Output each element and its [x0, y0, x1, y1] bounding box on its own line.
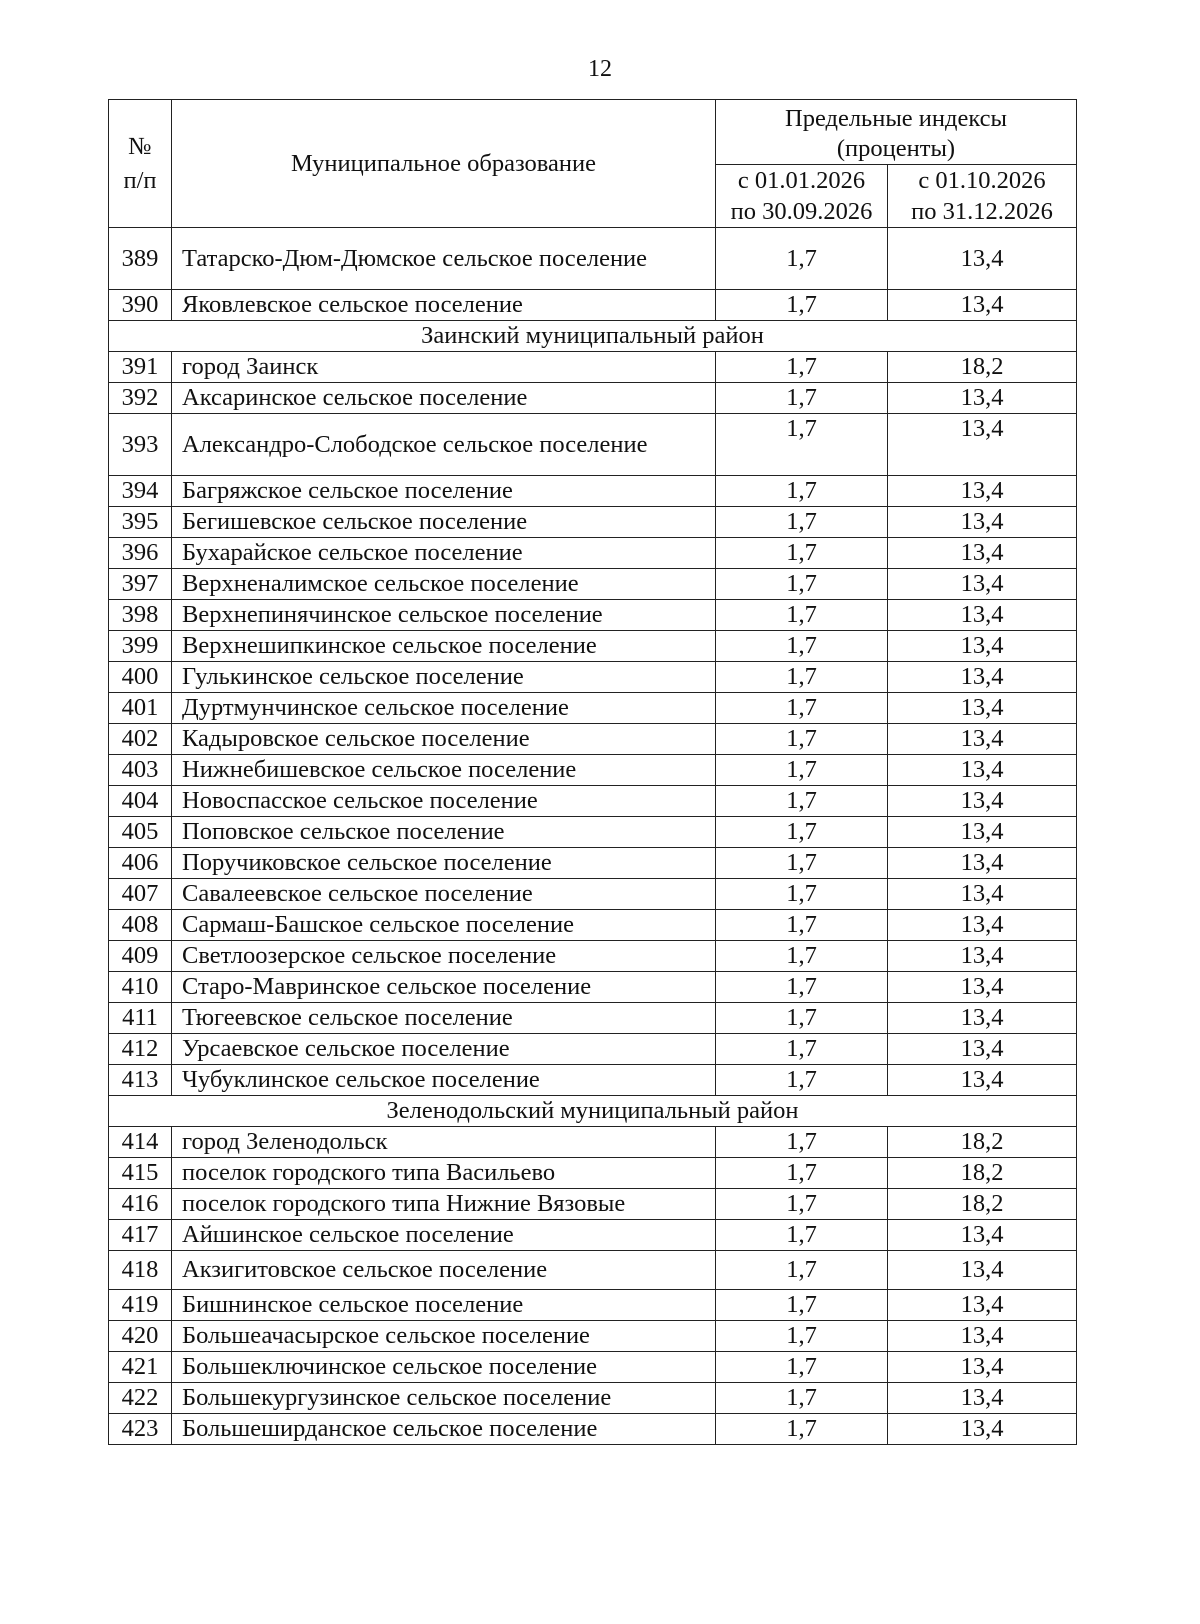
table-row: [109, 538, 1077, 569]
table-row: [109, 910, 1077, 941]
municipality-name: Татарско-Дюм-Дюмское сельское поселение: [172, 228, 716, 290]
row-number: 415: [109, 1158, 172, 1189]
index-period-1: 1,7: [716, 724, 888, 755]
municipality-name: Старо-Мавринское сельское поселение: [172, 972, 716, 1003]
index-period-1: 1,7: [716, 352, 888, 383]
municipality-name: Тюгеевское сельское поселение: [172, 1003, 716, 1034]
index-period-2: 13,4: [888, 693, 1077, 724]
index-period-1: 1,7: [716, 662, 888, 693]
row-number: 420: [109, 1321, 172, 1352]
table-row: [109, 1321, 1077, 1352]
row-number: 412: [109, 1034, 172, 1065]
index-period-2: 13,4: [888, 724, 1077, 755]
table-row: [109, 1034, 1077, 1065]
index-period-2: 13,4: [888, 228, 1077, 290]
index-period-1: 1,7: [716, 1290, 888, 1321]
index-period-1: 1,7: [716, 507, 888, 538]
index-period-1: 1,7: [716, 1220, 888, 1251]
index-period-2: 13,4: [888, 631, 1077, 662]
municipality-name: Большеачасырское сельское поселение: [172, 1321, 716, 1352]
municipality-name: Большеключинское сельское поселение: [172, 1352, 716, 1383]
row-number: 395: [109, 507, 172, 538]
row-number: 389: [109, 228, 172, 290]
table-row: [109, 1414, 1077, 1445]
index-period-2: 13,4: [888, 1414, 1077, 1445]
index-period-2: 13,4: [888, 910, 1077, 941]
municipality-name: Багряжское сельское поселение: [172, 476, 716, 507]
header-period-2: [888, 165, 1077, 228]
table-row: [109, 1383, 1077, 1414]
index-period-2: 13,4: [888, 476, 1077, 507]
row-number: 401: [109, 693, 172, 724]
table-row: [109, 848, 1077, 879]
index-period-2: 13,4: [888, 569, 1077, 600]
municipality-name: Чубуклинское сельское поселение: [172, 1065, 716, 1096]
row-number: 404: [109, 786, 172, 817]
district-name: Зеленодольский муниципальный район: [109, 1096, 1077, 1127]
index-period-2: 13,4: [888, 1321, 1077, 1352]
index-period-2: 13,4: [888, 1003, 1077, 1034]
index-period-1: 1,7: [716, 1321, 888, 1352]
row-number: 394: [109, 476, 172, 507]
district-name: Заинский муниципальный район: [109, 321, 1077, 352]
municipality-name: Урсаевское сельское поселение: [172, 1034, 716, 1065]
municipality-name: Сармаш-Башское сельское поселение: [172, 910, 716, 941]
table-row: [109, 476, 1077, 507]
table-row: [109, 1189, 1077, 1220]
municipality-name: Александро-Слободское сельское поселение: [172, 414, 716, 476]
index-period-2: 18,2: [888, 1127, 1077, 1158]
index-period-1: 1,7: [716, 1127, 888, 1158]
index-period-1: 1,7: [716, 1065, 888, 1096]
table-row: [109, 755, 1077, 786]
table-row: [109, 631, 1077, 662]
row-number: 421: [109, 1352, 172, 1383]
index-period-2: 13,4: [888, 383, 1077, 414]
row-number: 416: [109, 1189, 172, 1220]
index-period-1: 1,7: [716, 476, 888, 507]
index-period-2: 13,4: [888, 1034, 1077, 1065]
index-period-1: 1,7: [716, 1383, 888, 1414]
municipality-name: Аксаринское сельское поселение: [172, 383, 716, 414]
row-number: 396: [109, 538, 172, 569]
table-row: [109, 352, 1077, 383]
index-period-1: 1,7: [716, 1414, 888, 1445]
row-number: 403: [109, 755, 172, 786]
index-period-1: 1,7: [716, 1158, 888, 1189]
header-num-line2: п/п: [123, 166, 157, 194]
index-period-1: 1,7: [716, 290, 888, 321]
district-row: [109, 321, 1077, 352]
header-municipality: Муниципальное образование: [172, 100, 716, 228]
municipality-name: Верхнепинячинское сельское поселение: [172, 600, 716, 631]
table-row: [109, 600, 1077, 631]
municipality-name: Дуртмунчинское сельское поселение: [172, 693, 716, 724]
municipality-name: Акзигитовское сельское поселение: [172, 1251, 716, 1290]
municipality-name: Савалеевское сельское поселение: [172, 879, 716, 910]
index-period-2: 13,4: [888, 507, 1077, 538]
table-row: [109, 507, 1077, 538]
table-row: [109, 879, 1077, 910]
row-number: 411: [109, 1003, 172, 1034]
municipality-name: город Заинск: [172, 352, 716, 383]
table-row: [109, 1352, 1077, 1383]
index-period-1: 1,7: [716, 848, 888, 879]
index-period-1: 1,7: [716, 600, 888, 631]
index-period-2: 13,4: [888, 755, 1077, 786]
row-number: 406: [109, 848, 172, 879]
municipality-name: город Зеленодольск: [172, 1127, 716, 1158]
index-period-1: 1,7: [716, 941, 888, 972]
index-period-2: 13,4: [888, 290, 1077, 321]
index-period-2: 13,4: [888, 817, 1077, 848]
municipality-name: Гулькинское сельское поселение: [172, 662, 716, 693]
table-row: [109, 1251, 1077, 1290]
municipality-name: Айшинское сельское поселение: [172, 1220, 716, 1251]
row-number: 391: [109, 352, 172, 383]
row-number: 413: [109, 1065, 172, 1096]
index-period-1: 1,7: [716, 879, 888, 910]
index-period-1: 1,7: [716, 414, 888, 476]
header-period-2-to: по 31.12.2026: [911, 198, 1053, 225]
district-row: [109, 1096, 1077, 1127]
table-row: [109, 972, 1077, 1003]
index-period-2: 13,4: [888, 1251, 1077, 1290]
table-row: [109, 1003, 1077, 1034]
row-number: 400: [109, 662, 172, 693]
index-period-2: 13,4: [888, 414, 1077, 476]
index-period-2: 13,4: [888, 1220, 1077, 1251]
index-period-1: 1,7: [716, 1251, 888, 1290]
index-period-1: 1,7: [716, 383, 888, 414]
municipality-name: Светлоозерское сельское поселение: [172, 941, 716, 972]
table-row: [109, 383, 1077, 414]
header-period-1-to: по 30.09.2026: [730, 198, 873, 225]
index-period-2: 13,4: [888, 538, 1077, 569]
index-period-1: 1,7: [716, 693, 888, 724]
index-period-2: 13,4: [888, 1383, 1077, 1414]
index-period-1: 1,7: [716, 228, 888, 290]
header-num: [109, 100, 172, 228]
index-period-1: 1,7: [716, 1003, 888, 1034]
table-row: [109, 941, 1077, 972]
index-period-1: 1,7: [716, 1189, 888, 1220]
row-number: 405: [109, 817, 172, 848]
municipality-name: Бухарайское сельское поселение: [172, 538, 716, 569]
table-row: [109, 290, 1077, 321]
header-period-2-from: с 01.10.2026: [918, 167, 1046, 194]
municipality-name: Яковлевское сельское поселение: [172, 290, 716, 321]
index-period-2: 13,4: [888, 848, 1077, 879]
row-number: 390: [109, 290, 172, 321]
index-period-1: 1,7: [716, 910, 888, 941]
index-period-2: 13,4: [888, 1065, 1077, 1096]
municipality-name: Нижнебишевское сельское поселение: [172, 755, 716, 786]
index-period-1: 1,7: [716, 569, 888, 600]
header-period-1: [716, 165, 888, 228]
index-period-2: 18,2: [888, 1158, 1077, 1189]
table-row: [109, 817, 1077, 848]
table-row: [109, 1220, 1077, 1251]
index-period-2: 13,4: [888, 879, 1077, 910]
header-num-line1: №: [128, 132, 152, 160]
municipality-name: Верхнешипкинское сельское поселение: [172, 631, 716, 662]
index-period-1: 1,7: [716, 1352, 888, 1383]
table-row: [109, 786, 1077, 817]
index-period-1: 1,7: [716, 972, 888, 1003]
municipality-name: Поповское сельское поселение: [172, 817, 716, 848]
index-period-2: 18,2: [888, 352, 1077, 383]
row-number: 408: [109, 910, 172, 941]
municipality-name: поселок городского типа Васильево: [172, 1158, 716, 1189]
index-period-2: 13,4: [888, 941, 1077, 972]
index-period-2: 18,2: [888, 1189, 1077, 1220]
municipality-name: поселок городского типа Нижние Вязовые: [172, 1189, 716, 1220]
municipality-name: Поручиковское сельское поселение: [172, 848, 716, 879]
row-number: 422: [109, 1383, 172, 1414]
table-row: [109, 569, 1077, 600]
index-period-2: 13,4: [888, 600, 1077, 631]
row-number: 409: [109, 941, 172, 972]
index-period-2: 13,4: [888, 972, 1077, 1003]
row-number: 407: [109, 879, 172, 910]
page-number: 12: [588, 56, 612, 82]
table-row: [109, 1065, 1077, 1096]
table-row: [109, 662, 1077, 693]
row-number: 410: [109, 972, 172, 1003]
index-period-2: 13,4: [888, 786, 1077, 817]
header-period-1-from: с 01.01.2026: [737, 167, 866, 194]
row-number: 392: [109, 383, 172, 414]
municipality-name: Бегишевское сельское поселение: [172, 507, 716, 538]
table-row: [109, 693, 1077, 724]
row-number: 423: [109, 1414, 172, 1445]
municipality-name: Большекургузинское сельское поселение: [172, 1383, 716, 1414]
index-period-1: 1,7: [716, 755, 888, 786]
index-period-2: 13,4: [888, 1352, 1077, 1383]
row-number: 417: [109, 1220, 172, 1251]
index-period-1: 1,7: [716, 817, 888, 848]
table-row: [109, 414, 1077, 476]
row-number: 402: [109, 724, 172, 755]
header-index-title: [716, 100, 1077, 165]
index-period-1: 1,7: [716, 538, 888, 569]
municipality-name: Кадыровское сельское поселение: [172, 724, 716, 755]
row-number: 414: [109, 1127, 172, 1158]
municipality-name: Верхненалимское сельское поселение: [172, 569, 716, 600]
table-row: [109, 724, 1077, 755]
table-header-row: [109, 100, 1077, 165]
header-index-title-line2: (проценты): [836, 135, 956, 162]
row-number: 397: [109, 569, 172, 600]
table-body: [109, 228, 1077, 1445]
municipality-name: Большеширданское сельское поселение: [172, 1414, 716, 1445]
index-period-1: 1,7: [716, 1034, 888, 1065]
index-period-2: 13,4: [888, 662, 1077, 693]
index-period-1: 1,7: [716, 631, 888, 662]
index-period-1: 1,7: [716, 786, 888, 817]
table-row: [109, 1290, 1077, 1321]
index-period-2: 13,4: [888, 1290, 1077, 1321]
indices-table: [108, 99, 1077, 1445]
municipality-name: Новоспасское сельское поселение: [172, 786, 716, 817]
table-row: [109, 228, 1077, 290]
table-row: [109, 1127, 1077, 1158]
row-number: 399: [109, 631, 172, 662]
table-row: [109, 1158, 1077, 1189]
municipality-name: Бишнинское сельское поселение: [172, 1290, 716, 1321]
row-number: 418: [109, 1251, 172, 1290]
row-number: 398: [109, 600, 172, 631]
row-number: 393: [109, 414, 172, 476]
row-number: 419: [109, 1290, 172, 1321]
header-index-title-line1: Предельные индексы: [785, 105, 1007, 132]
